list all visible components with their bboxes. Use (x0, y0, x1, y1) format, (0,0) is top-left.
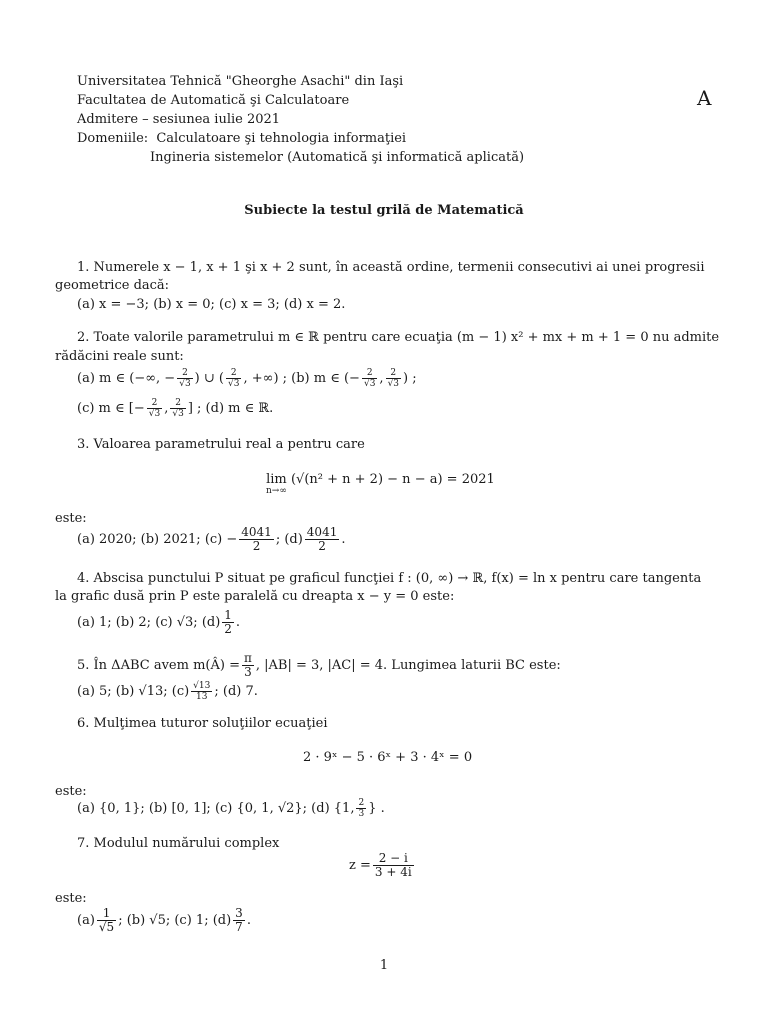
q2-a-part3: , +∞) (243, 371, 279, 386)
q2-b-mid: , (379, 371, 384, 386)
q4-stem-line1: 4. Abscisa punctului P situat pe graficul funcţiei f : (0, ∞) → ℝ, f(x) = ln x pentru care tangenta (77, 571, 702, 586)
q2-frac: $\frac{2}{√3}$ (148, 398, 161, 419)
q6-stem: 6. Mulţimea tuturor soluţiilor ecuaţiei (77, 716, 328, 731)
q2-answers-ab (77, 366, 417, 392)
page-number: 1 (379, 958, 389, 973)
q7-answers: (a) $\frac{1}{√5}$ ; (b) √5; (c) 1; (d) $\frac{3}{7}$ . (77, 906, 251, 934)
q1-answers: (a) x = −3; (b) x = 0; (c) x = 3; (d) x = 2. (77, 297, 346, 312)
q2-stem-line1: 2. Toate valorile parametrului m ∈ ℝ pentru care ecuaţia (m − 1) x² + mx + m + 1 = 0 nu admite (77, 330, 720, 345)
q4-frac-d: $\frac{1}{2}$ (224, 608, 232, 636)
q7-formula: z = $\frac{2 - i}{3 + 4i}$ (349, 851, 412, 879)
header-university: Universitatea Tehnică "Gheorghe Asachi" din Iaşi (77, 74, 404, 89)
q2-b-label: ; (b) m ∈ (− (282, 371, 360, 386)
q2-answers-cd (77, 396, 273, 422)
q2-frac: $\frac{2}{√3}$ (363, 368, 376, 389)
page-title: Subiecte la testul grilă de Matematică (244, 203, 524, 218)
q6-este: este: (55, 784, 87, 799)
q2-frac: $\frac{2}{√3}$ (179, 368, 191, 389)
exam-variant: A (697, 86, 712, 110)
q2-a-part1: (−∞, − (129, 371, 176, 386)
q2-a-part2: ) ∪ ( (194, 371, 224, 386)
q7-frac-z: $\frac{2 - i}{3 + 4i}$ (374, 851, 412, 879)
header-session: Admitere – sesiunea iulie 2021 (77, 112, 281, 127)
q7-frac-d: $\frac{3}{7}$ (235, 906, 243, 934)
q2-frac: $\frac{2}{√3}$ (172, 398, 184, 419)
q2-c-end: ] ; (d) m ∈ ℝ. (187, 401, 274, 416)
header-faculty: Facultatea de Automatică şi Calculatoare (77, 93, 350, 108)
q2-frac: $\frac{2}{√3}$ (227, 368, 240, 389)
q3-formula (266, 472, 495, 496)
q2-c-mid: , (164, 401, 169, 416)
q2-frac: $\frac{2}{√3}$ (387, 368, 400, 389)
q2-a-label: (a) m ∈ (77, 371, 126, 386)
q4-answers: (a) 1; (b) 2; (c) √3; (d) $\frac{1}{2}$ . (77, 608, 241, 636)
q5-frac-pi: $\frac{\pi}{3}$ (243, 651, 252, 679)
q6-frac-d: $\frac{2}{3}$ (358, 798, 365, 819)
q5-frac-c: $\frac{√13}{13}$ (193, 681, 211, 702)
q5-answers: (a) 5; (b) √13; (c) $\frac{√13}{13}$ ; (d) 7. (77, 681, 258, 702)
q3-frac-d: $\frac{4041}{2}$ (306, 525, 338, 553)
q4-stem-line2: la grafic dusă prin P este paralelă cu dreapta x − y = 0 este: (55, 589, 455, 604)
q7-stem: 7. Modulul numărului complex (77, 836, 280, 851)
q6-answers: (a) {0, 1}; (b) [0, 1]; (c) {0, 1, √2}; (d) {1, $\frac{2}{3}$ } . (77, 798, 385, 819)
q2-stem-line2: rădăcini reale sunt: (55, 349, 184, 364)
q3-este: este: (55, 511, 87, 526)
q5-stem: 5. În ΔABC avem m(Â) = $\frac{\pi}{3}$ , |AB| = 3, |AC| = 4. Lungimea laturii BC este: (77, 651, 561, 679)
q3-stem: 3. Valoarea parametrului real a pentru care (77, 437, 365, 452)
q3-lim: lim n→∞ (266, 472, 287, 496)
q2-c-label: (c) m ∈ [− (77, 401, 145, 416)
header-domains-label: Domeniile: (77, 131, 149, 146)
header-domains-second: Ingineria sistemelor (Automatică şi informatică aplicată) (150, 150, 525, 165)
q1-stem-line1: 1. Numerele x − 1, x + 1 şi x + 2 sunt, în această ordine, termenii consecutivi ai unei progresii (77, 260, 705, 275)
header-domains (77, 129, 406, 148)
q3-answers: (a) 2020; (b) 2021; (c) − $\frac{4041}{2}$ ; (d) $\frac{4041}{2}$ . (77, 525, 346, 553)
q7-este: este: (55, 891, 87, 906)
q2-b-end: ) ; (403, 371, 417, 386)
q6-formula: 2 · 9ˣ − 5 · 6ˣ + 3 · 4ˣ = 0 (303, 750, 473, 765)
q3-frac-c: $\frac{4041}{2}$ (241, 525, 272, 553)
q1-stem-line2: geometrice dacă: (55, 278, 170, 293)
q7-frac-a: $\frac{1}{√5}$ (98, 906, 115, 934)
header-domains-value: Calculatoare şi tehnologia informaţiei (156, 131, 407, 146)
q3-formula-body: (√(n² + n + 2) − n − a) = 2021 (290, 472, 495, 487)
